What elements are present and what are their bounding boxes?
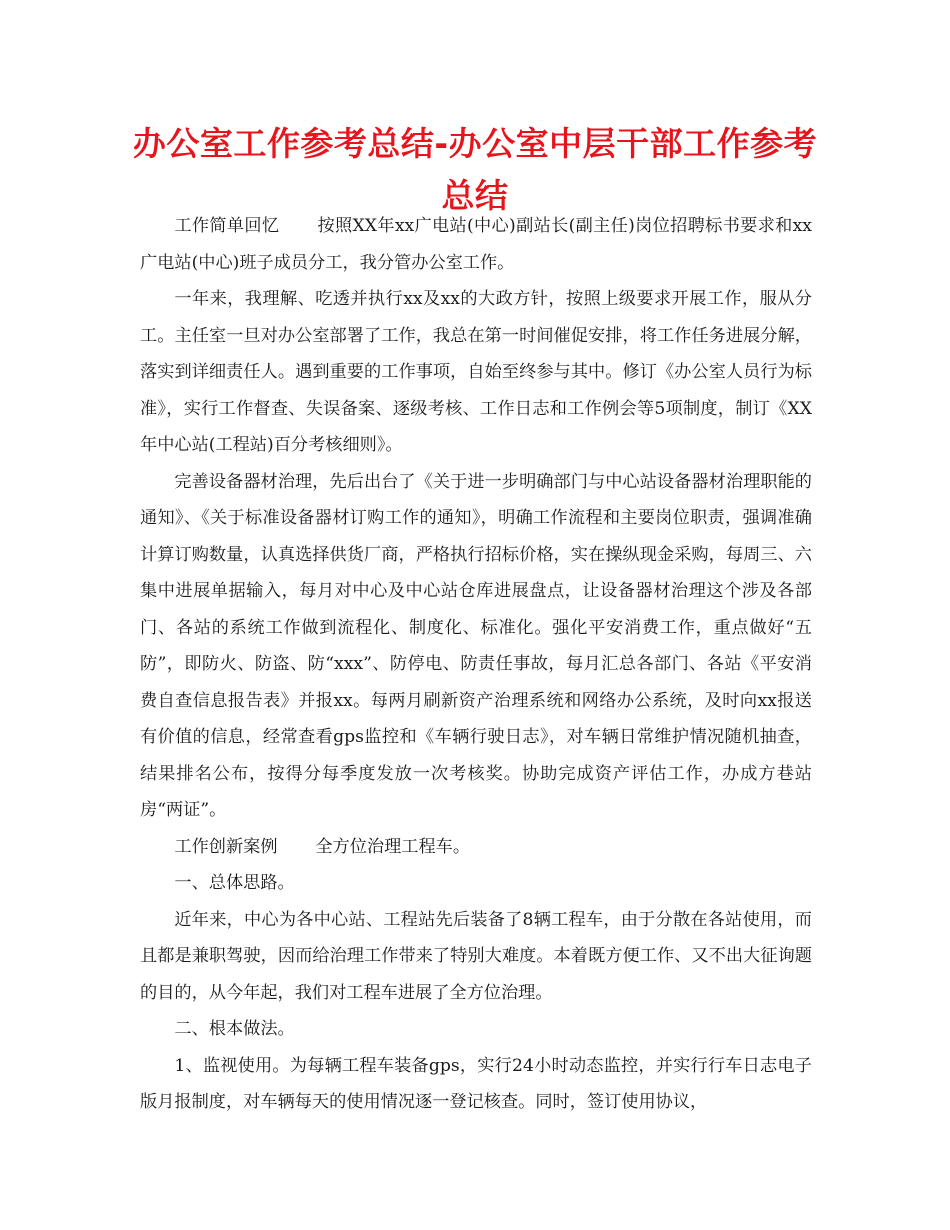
paragraph-equipment: 完善设备器材治理，先后出台了《关于进一步明确部门与中心站设备器材治理职能的通知》、《关于标准设备器材订购工作的通知》，明确工作流程和主要岗位职责，强调准确计算订购数量，认真选择供货厂商，严格执行招标价格，实在操纵现金采购，每周三、六集中进展单据输入，每月对中心及中心站仓库进展盘点，让设备器材治理这个涉及各部门、各站的系统工作做到流程化、制度化、标准化。强化平安消费工作，重点做好“五防”，即防火、防盗、防“xxx”、防停电、防责任事故，每月汇总各部门、各站《平安消费自查信息报告表》并报xx。每两月刷新资产治理系统和网络办公系统，及时向xx报送有价值的信息，经常查看gps监控和《车辆行驶日志》，对车辆日常维护情况随机抽查，结果排名公布，按得分每季度发放一次考核奖。协助完成资产评估工作，办成方巷站房“两证”。 [140, 471, 812, 820]
paragraph-innovation [140, 829, 812, 866]
paragraph-monitoring: 1、监视使用。为每辆工程车装备gps，实行24小时动态监控，并实行行车日志电子版月报制度，对车辆每天的使用情况逐一登记核查。同时，签订使用协议， [140, 1055, 812, 1112]
paragraph-year-work: 一年来，我理解、吃透并执行xx及xx的大政方针，按照上级要求开展工作，服从分工。主任室一旦对办公室部署了工作，我总在第一时间催促安排，将工作任务进展分解，落实到详细责任人。遇到重要的工作事项，自始至终参与其中。修订《办公室人员行为标准》，实行工作督查、失误备案、逐级考核、工作日志和工作例会等5项制度，制订《XX年中心站(工程站)百分考核细则》。 [140, 289, 812, 455]
paragraph-lead: 工作简单回忆 [174, 216, 280, 236]
paragraph-vehicles: 近年来，中心为各中心站、工程站先后装备了8辆工程车，由于分散在各站使用，而且都是兼职驾驶，因而给治理工作带来了特别大难度。本着既方便工作、又不出大征询题的目的，从今年起，我们对工程车进展了全方位治理。 [140, 909, 812, 1003]
paragraph-heading-2: 二、根本做法。 [174, 1019, 295, 1039]
paragraph-heading-1: 一、总体思路。 [174, 873, 295, 893]
paragraph-text: 全方位治理工程车。 [315, 836, 471, 857]
paragraph-text: 按照XX年xx广电站(中心)副站长(副主任)岗位招聘标书要求和xx广电站(中心)班子成员分工，我分管办公室工作。 [140, 216, 812, 273]
document-title: 办公室工作参考总结-办公室中层干部工作参考总结 [132, 124, 818, 215]
paragraph-lead: 工作创新案例 [174, 836, 278, 857]
paragraph-review [140, 208, 812, 281]
document-body [140, 208, 812, 1121]
